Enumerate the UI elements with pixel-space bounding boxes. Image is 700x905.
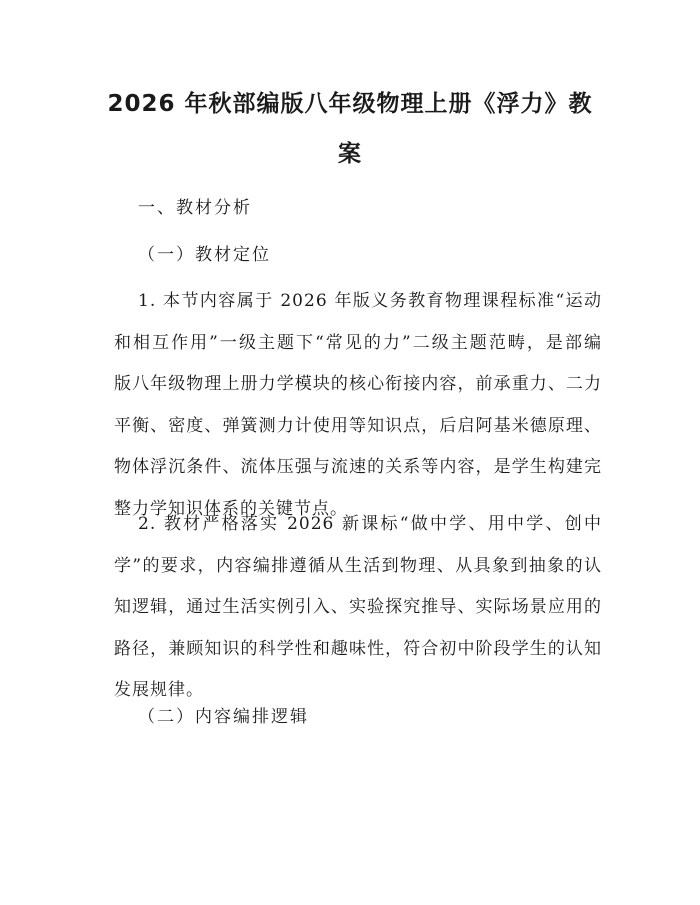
document-title-line-2: 案 [338,141,362,167]
paragraph-line: 1. 本节内容属于 2026 年版义务教育物理课程标准“运动 [138,291,602,311]
section-heading-textbook-analysis: 一、教材分析 [138,198,252,218]
paragraph-positioning-2 [114,504,602,712]
document-title-line-1: 2026 年秋部编版八年级物理上册《浮力》教 [107,91,593,117]
paragraph-line: 版八年级物理上册力学模块的核心衔接内容，前承重力、二力 [114,374,602,394]
paragraph-line: 2. 教材严格落实 2026 新课标“做中学、用中学、创中 [138,514,602,534]
paragraph-line: 知逻辑，通过生活实例引入、实验探究推导、实际场景应用的 [114,597,602,617]
paragraph-line: 发展规律。 [114,680,204,700]
paragraph-line: 物体浮沉条件、流体压强与流速的关系等内容，是学生构建完 [114,457,602,477]
subsection-heading-textbook-positioning: （一）教材定位 [138,245,271,265]
paragraph-line: 和相互作用”一级主题下“常见的力”二级主题范畴，是部编 [114,332,602,353]
paragraph-line: 平衡、密度、弹簧测力计使用等知识点，后启阿基米德原理、 [114,415,602,436]
paragraph-line: 整力学知识体系的关键节点。 [114,498,348,519]
paragraph-line: 路径，兼顾知识的科学性和趣味性，符合初中阶段学生的认知 [114,638,602,659]
subsection-heading-content-arrangement: （二）内容编排逻辑 [138,707,309,727]
paragraph-positioning-1 [114,281,602,530]
paragraph-line: 学”的要求，内容编排遵循从生活到物理、从具象到抽象的认 [114,555,602,576]
